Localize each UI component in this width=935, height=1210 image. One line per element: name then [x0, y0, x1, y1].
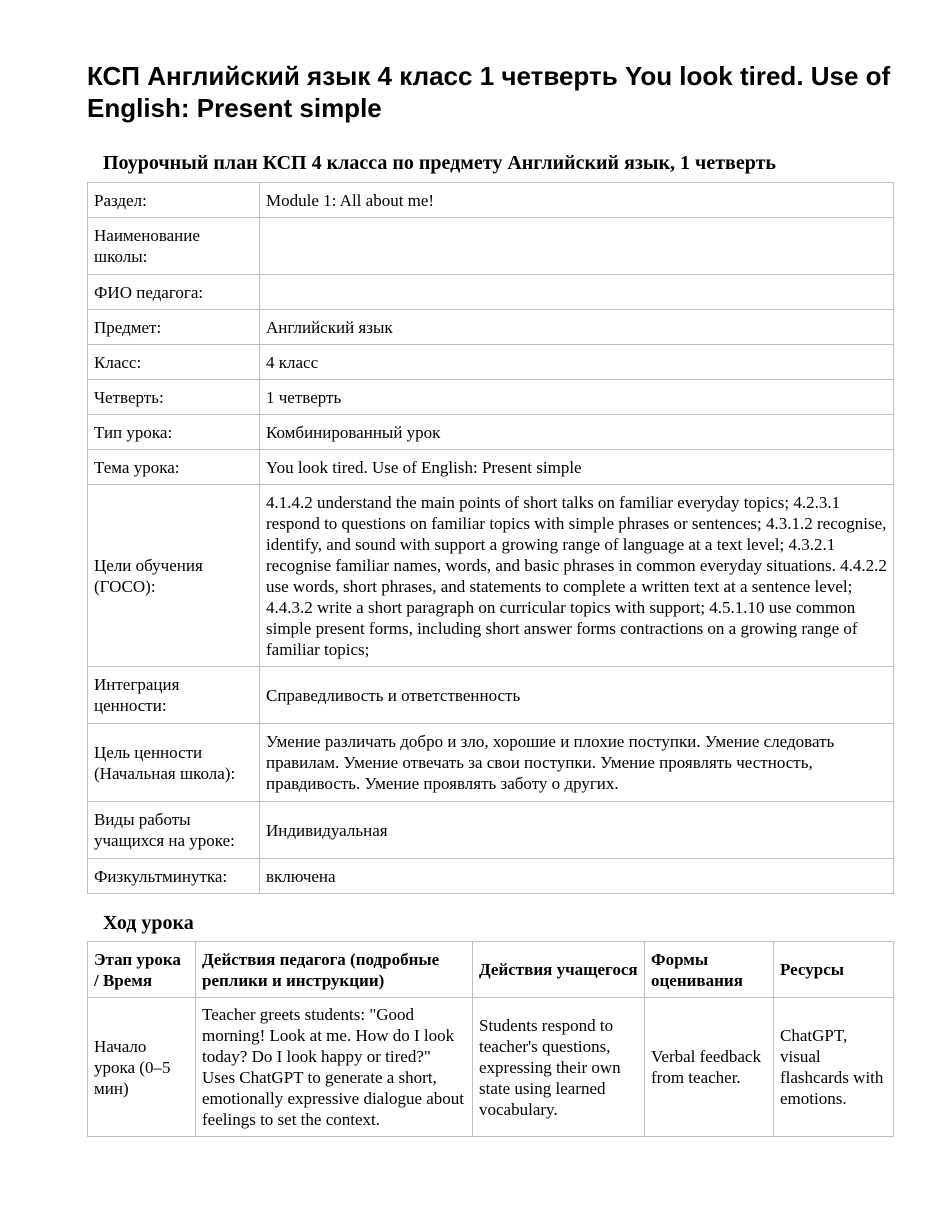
- stage-cell: Начало урока (0–5 мин): [88, 998, 196, 1137]
- document-title: КСП Английский язык 4 класс 1 четверть You look tired. Use of English: Present simple: [87, 61, 891, 123]
- info-row-lesson-type: [88, 415, 894, 450]
- info-value: Module 1: All about me!: [260, 183, 894, 218]
- lesson-flow-table: [87, 941, 894, 1137]
- header-student-actions: Действия учащегося: [473, 942, 645, 998]
- info-row-school: [88, 218, 894, 275]
- info-key: Раздел:: [88, 183, 260, 218]
- info-key: Наименование школы:: [88, 218, 260, 275]
- info-value: 4 класс: [260, 345, 894, 380]
- info-key: ФИО педагога:: [88, 275, 260, 310]
- plan-heading: Поурочный план КСП 4 класса по предмету Английский язык, 1 четверть: [103, 152, 776, 174]
- info-value: [260, 275, 894, 310]
- info-row-topic: [88, 450, 894, 485]
- info-value: [260, 218, 894, 275]
- info-value: Индивидуальная: [260, 802, 894, 859]
- info-key: Физкультминутка:: [88, 859, 260, 894]
- info-row-value-goal: [88, 724, 894, 802]
- header-assessment: Формы оценивания: [645, 942, 774, 998]
- header-teacher-actions: Действия педагога (подробные реплики и инструкции): [196, 942, 473, 998]
- info-value: Комбинированный урок: [260, 415, 894, 450]
- info-row-value-integration: [88, 667, 894, 724]
- info-row-quarter: [88, 380, 894, 415]
- assessment-cell: Verbal feedback from teacher.: [645, 998, 774, 1137]
- lesson-info-table: [87, 182, 894, 894]
- lesson-header-row: [88, 942, 894, 998]
- info-value: включена: [260, 859, 894, 894]
- info-key: Класс:: [88, 345, 260, 380]
- header-stage: Этап урока / Время: [88, 942, 196, 998]
- info-key: Тема урока:: [88, 450, 260, 485]
- info-row-grade: [88, 345, 894, 380]
- resources-cell: ChatGPT, visual flashcards with emotions.: [774, 998, 894, 1137]
- student-actions-cell: Students respond to teacher's questions, expressing their own state using learned vocabulary.: [473, 998, 645, 1137]
- info-key: Цель ценности (Начальная школа):: [88, 724, 260, 802]
- header-resources: Ресурсы: [774, 942, 894, 998]
- info-row-section: [88, 183, 894, 218]
- info-key: Четверть:: [88, 380, 260, 415]
- info-value: 1 четверть: [260, 380, 894, 415]
- info-key: Предмет:: [88, 310, 260, 345]
- teacher-actions-cell: Teacher greets students: "Good morning! Look at me. How do I look today? Do I look happy or tired?" Uses ChatGPT to generate a short, emotionally expressive dialogue about feelings to set the context.: [196, 998, 473, 1137]
- info-value: You look tired. Use of English: Present simple: [260, 450, 894, 485]
- info-value: Умение различать добро и зло, хорошие и плохие поступки. Умение следовать правилам. Умение отвечать за свои поступки. Умение проявлять честность, правдивость. Умение проявлять заботу о других.: [260, 724, 894, 802]
- lesson-heading: Ход урока: [103, 912, 194, 934]
- info-value: 4.1.4.2 understand the main points of short talks on familiar everyday topics; 4.2.3.1 respond to questions on familiar topics with simple phrases or sentences; 4.3.1.2 recognise, identify, and sound with support a growing range of language at a text level; 4.3.2.1 recognise familiar names, words, and basic phrases in common everyday situations. 4.4.2.2 use words, short phrases, and statements to complete a written text at a sentence level; 4.4.3.2 write a short paragraph on curricular topics with support; 4.5.1.10 use common simple present forms, including short answer forms contractions on a growing range of familiar topics;: [260, 485, 894, 667]
- info-row-pe-break: [88, 859, 894, 894]
- info-key: Интеграция ценности:: [88, 667, 260, 724]
- info-key: Тип урока:: [88, 415, 260, 450]
- info-value: Справедливость и ответственность: [260, 667, 894, 724]
- info-row-work-types: [88, 802, 894, 859]
- info-key: Виды работы учащихся на уроке:: [88, 802, 260, 859]
- info-row-subject: [88, 310, 894, 345]
- info-row-teacher: [88, 275, 894, 310]
- document-page: [87, 60, 893, 1137]
- info-row-objectives: [88, 485, 894, 667]
- info-value: Английский язык: [260, 310, 894, 345]
- info-key: Цели обучения (ГОСО):: [88, 485, 260, 667]
- table-row: [88, 998, 894, 1137]
